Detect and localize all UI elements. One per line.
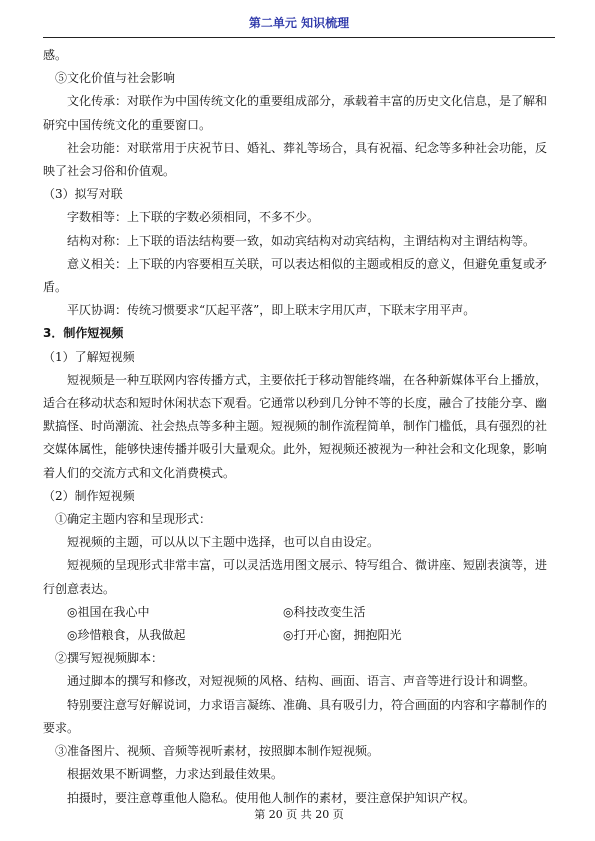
step-heading-theme: ①确定主题内容和呈现形式：: [55, 512, 212, 527]
paragraph-symmetry: 结构对称：上下联的语法结构要一致，如动宾结构对动宾结构，主谓结构对主谓结构等。: [67, 233, 536, 248]
paragraph-form: 短视频的呈现形式非常丰富，可以灵活选用图文展示、特写组合、微讲座、短剧表演等，进行创意表达。: [43, 558, 548, 596]
paragraph-adjust: 根据效果不断调整，力求达到最佳效果。: [67, 767, 284, 782]
theme-option: ◎祖国在我心中: [67, 604, 150, 619]
page-number: 第 20 页 共 20 页: [254, 808, 344, 821]
paragraph-social-function: 社会功能：对联常用于庆祝节日、婚礼、葬礼等场合，具有祝福、纪念等多种社会功能，反映了社会习俗和价值观。: [43, 140, 548, 179]
theme-options: [43, 601, 555, 647]
subheading-write-couplet: （3）拟写对联: [43, 187, 123, 202]
paragraph-line: 感。: [43, 48, 68, 62]
paragraph-narration: 特别要注意写好解说词，力求语言凝练、准确、具有吸引力，符合画面的内容和字幕制作的要求。: [43, 697, 548, 735]
step-heading-script: ②撰写短视频脚本：: [55, 651, 164, 666]
paragraph-short-video-intro: 短视频是一种互联网内容传播方式，主要依托于移动智能终端，在各种新媒体平台上播放，适合在移动状态和短时休闲状态下观看。它通常以秒到几分钟不等的长度，融合了技能分享、幽默搞怪、时尚潮流、社会热点等多种主题。短视频的制作流程简单，制作门槛低，具有强烈的社交媒体属性，能够快速传播并吸引大量观众。此外，短视频还被视为一种社会和文化现象，影响着人们的交流方式和文化消费模式。: [43, 372, 548, 480]
document-body: [43, 44, 555, 810]
theme-option: ◎打开心窗，拥抱阳光: [283, 628, 402, 643]
paragraph-script: 通过脚本的撰写和修改，对短视频的风格、结构、画面、语言、声音等进行设计和调整。: [67, 674, 536, 689]
header-divider: [43, 37, 555, 38]
paragraph-equal-words: 字数相等：上下联的字数必须相同，不多不少。: [67, 210, 320, 225]
paragraph-meaning: 意义相关：上下联的内容要相互关联，可以表达相似的主题或相反的意义，但避免重复或矛盾。: [43, 256, 548, 295]
paragraph-tone: 平仄协调：传统习惯要求“仄起平落”，即上联末字用仄声，下联末字用平声。: [67, 303, 476, 318]
subheading-cultural-value: ⑤文化价值与社会影响: [55, 71, 176, 86]
theme-option: ◎珍惜粮食，从我做起: [67, 628, 186, 643]
step-heading-materials: ③准备图片、视频、音频等视听素材，按照脚本制作短视频。: [55, 744, 380, 759]
paragraph-theme: 短视频的主题，可以从以下主题中选择，也可以自由设定。: [67, 535, 380, 550]
paragraph-cultural-heritage: 文化传承：对联作为中国传统文化的重要组成部分，承载着丰富的历史文化信息，是了解和研究中国传统文化的重要窗口。: [43, 94, 548, 132]
section-heading-short-video: 3．制作短视频: [43, 326, 124, 341]
subheading-know-short-video: （1）了解短视频: [43, 349, 135, 364]
theme-option: ◎科技改变生活: [283, 604, 366, 619]
subheading-make-short-video: （2）制作短视频: [43, 488, 135, 503]
page-header-title: 第二单元 知识梳理: [248, 16, 350, 30]
paragraph-privacy: 拍摄时，要注意尊重他人隐私。使用他人制作的素材，要注意保护知识产权。: [67, 790, 476, 805]
